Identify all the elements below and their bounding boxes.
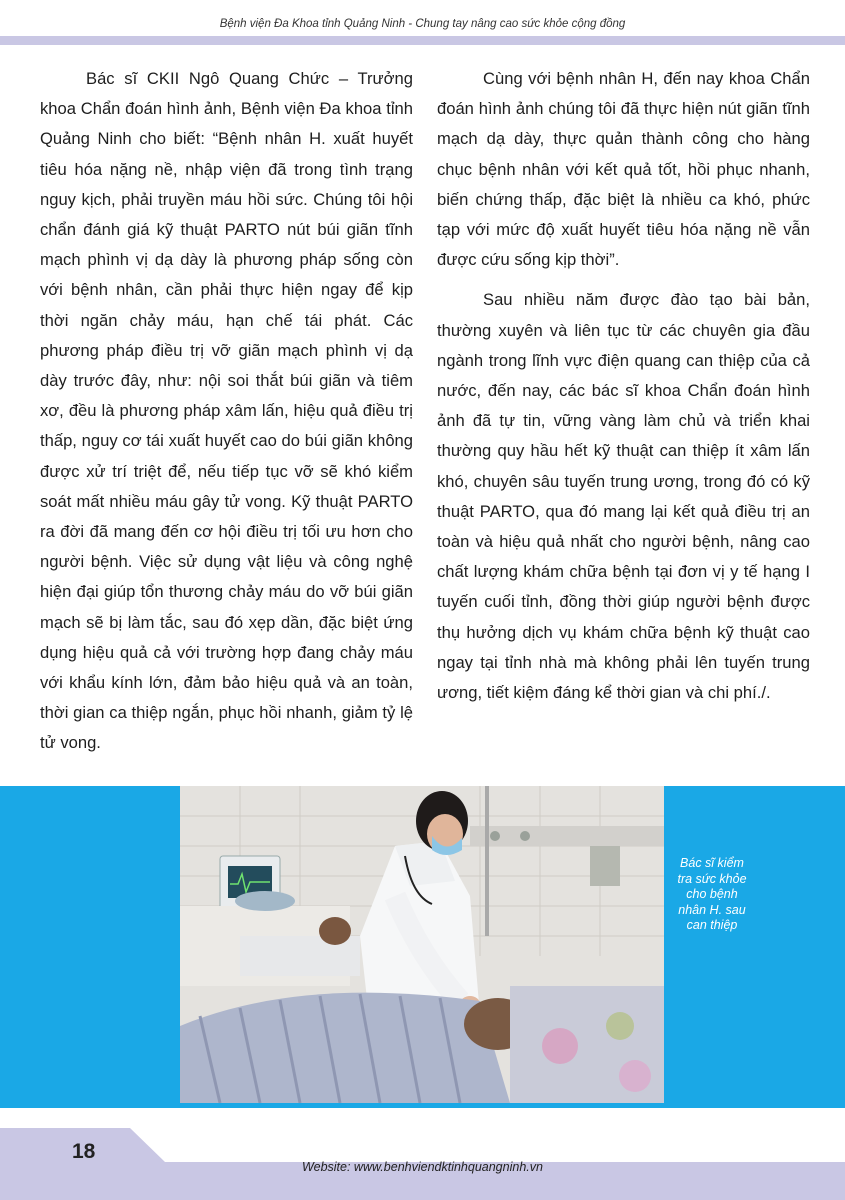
- paragraph: Bác sĩ CKII Ngô Quang Chức – Trưởng khoa Chẩn đoán hình ảnh, Bệnh viện Đa khoa tỉnh Quảng Ninh cho biết: “Bệnh nhân H. xuất huyết tiêu hóa nặng nề, nhập viện đã trong tình trạng nguy kịch, phải truyền máu hồi sức. Chúng tôi hội chẩn đánh giá kỹ thuật PARTO nút búi giãn tĩnh mạch phình vị dạ dày là phương pháp sống còn với bệnh nhân, cần phải thực hiện ngay để kịp thời ngăn chảy máu, hạn chế tái phát. Các phương pháp điều trị vỡ giãn mạch phình vị dạ dày trước đây, như: nội soi thắt búi giãn và tiêm xơ, đều là phương pháp xâm lấn, hiệu quả điều trị thấp, nguy cơ tái xuất huyết cao do búi giãn không được xử trí triệt để, nếu tiếp tục vỡ sẽ khó kiểm soát mất nhiều máu gây tử vong. Kỹ thuật PARTO ra đời đã mang đến cơ hội điều trị tối ưu hơn cho người bệnh. Việc sử dụng vật liệu và công nghệ hiện đại giúp tổn thương chảy máu do vỡ búi giãn mạch sẽ bị làm tắc, sau đó xẹp dần, đặc biệt ứng dụng hiệu quả cả với trường hợp đang chảy máu với khẩu kính lớn, đảm bảo hiệu quả và an toàn, thời gian ca thiệp ngắn, phục hồi nhanh, giảm tỷ lệ tử vong.: [40, 69, 413, 753]
- paragraph: Cùng với bệnh nhân H, đến nay khoa Chẩn đoán hình ảnh chúng tôi đã thực hiện nút giãn tĩnh mạch dạ dày, thực quản thành công cho hàng chục bệnh nhân với kết quả tốt, hồi phục nhanh, biến chứng thấp, đặc biệt là nhiều ca khó, phức tạp với mức độ xuất huyết tiêu hóa nặng nề vẫn được cứu sống kịp thời”.: [437, 69, 810, 270]
- article-column-left: [40, 64, 413, 769]
- article-column-right: [437, 64, 810, 718]
- header-bar: [0, 36, 845, 45]
- page-number: 18: [72, 1140, 96, 1163]
- doctor-examining-patient-photo: [180, 786, 664, 1103]
- photo-caption: Bác sĩ kiểm tra sức khỏe cho bệnh nhân H. sau can thiệp: [677, 856, 747, 932]
- running-header: Bệnh viện Đa Khoa tỉnh Quảng Ninh - Chung tay nâng cao sức khỏe cộng đồng: [219, 18, 626, 30]
- footer-website: Website: www.benhviendktinhquangninh.vn: [302, 1160, 543, 1174]
- paragraph: Sau nhiều năm được đào tạo bài bản, thường xuyên và liên tục từ các chuyên gia đầu ngành trong lĩnh vực điện quang can thiệp của cả nước, đến nay, các bác sĩ khoa Chẩn đoán hình ảnh đã tự tin, vững vàng làm chủ và triển khai thường quy hầu hết kỹ thuật can thiệp ít xâm lấn khó, chuyên sâu tuyến trung ương, trong đó có kỹ thuật PARTO, qua đó mang lại kết quả điều trị an toàn và hiệu quả nhất cho người bệnh, nâng cao chất lượng khám chữa bệnh tại đơn vị y tế hạng I tuyến cuối tỉnh, đồng thời giúp người bệnh được thụ hưởng dịch vụ khám chữa bệnh kỹ thuật cao ngay tại tỉnh nhà mà không phải lên tuyến trung ương, tiết kiệm đáng kể thời gian và chi phí./.: [437, 290, 810, 703]
